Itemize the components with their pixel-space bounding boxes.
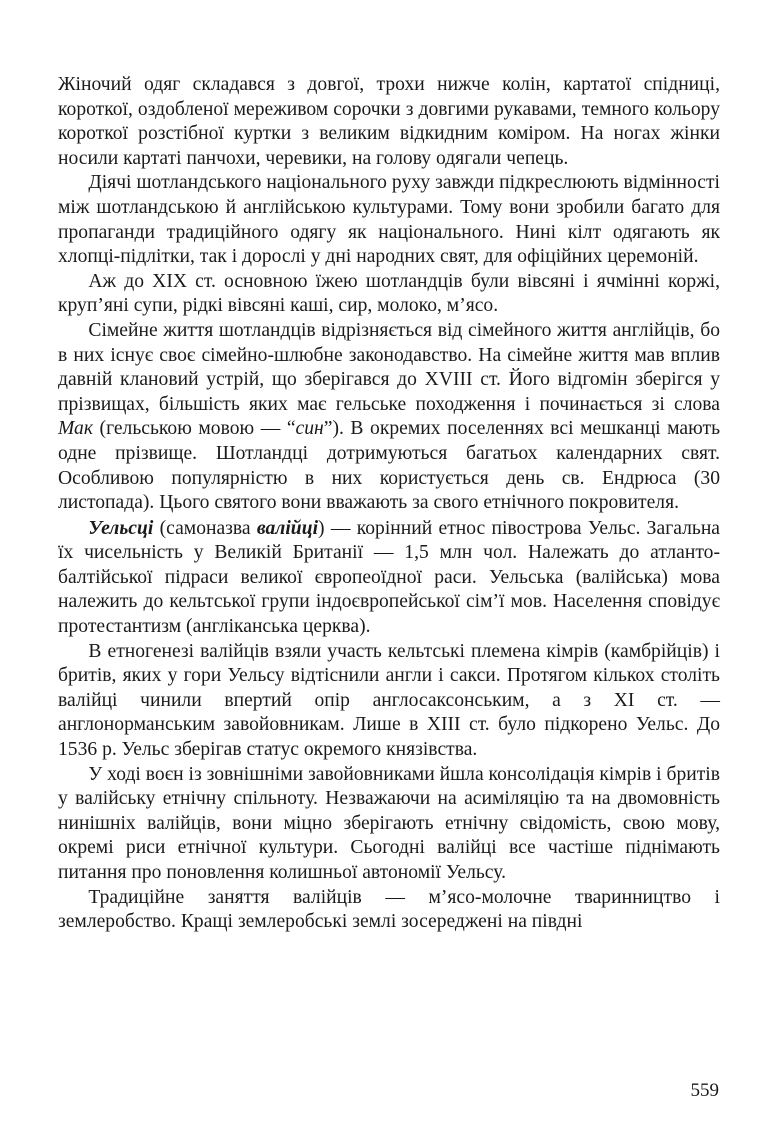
paragraph-occupation: Традиційне заняття валійців — м’ясо-молочне тваринництво і землеробство. Кращі землеробські землі зосереджені на півдні — [58, 886, 720, 933]
paragraph-consolidation: У ході воєн із зовнішніми завойовниками йшла консолідація кімрів і бритів у валійську етнічну спільноту. Незважаючи на асиміляцію та на двомовність нинішніх валійців, вони міцно зберігають етнічну свідомість, свою мову, окремі риси етнічної культури. Сьогодні валійці все частіше піднімають питання про поновлення колишньої автономії Уельсу. — [58, 763, 720, 883]
paragraph-food: Аж до XIX ст. основною їжею шотландців були вівсяні і ячмінні коржі, круп’яні супи, рідкі вівсяні каші, сир, молоко, м’ясо. — [58, 270, 720, 317]
welsh-text-after: ) — корінний етнос півострова Уельс. Загальна їх чисельність у Великій Британії — 1,5 млн чол. Належать до атланто-балтійської підраси великої європеоїдної раси. Уельська (валійська) мова належить до кельтської групи індоєвропейської сім’ї мов. Населення сповідує протестантизм (англіканська церква). — [58, 517, 721, 638]
term-mac: Мак — [58, 418, 94, 440]
paragraph-welsh-intro — [58, 517, 720, 640]
page-body — [58, 73, 720, 935]
term-valiytsi: валійці — [256, 517, 319, 539]
family-text-middle: (гельською мовою — “ — [93, 418, 296, 440]
family-text-before: Сімейне життя шотландців відрізняється від сімейного життя англійців, бо в них існує своє сімейно-шлюбне законодавство. На сімейне життя мав вплив давній клановий устрій, що зберігався до XVIII ст. Його відгомін зберігся у прізвищах, більшість яких має гельське походження і починається зі слова — [58, 319, 720, 415]
welsh-text-middle: (самоназва — [153, 517, 257, 539]
paragraph-women-clothing: Жіночий одяг складався з довгої, трохи нижче колін, картатої спідниці, короткої, оздобленої мереживом сорочки з довгими рукавами, темного кольору короткої розстібної куртки з великим відкидним коміром. На ногах жінки носили картаті панчохи, черевики, на голову одягали чепець. — [58, 74, 720, 169]
paragraph-ethnogenesis: В етногенезі валійців взяли участь кельтські племена кімрів (камбрійців) і бритів, яких у гори Уельсу відтіснили англи і сакси. Протягом кількох століть валійці чинили впертий опір англосаксонським, а з XI ст. — англонорманським завойовникам. Лише в XIII ст. було підкорено Уельс. До 1536 р. Уельс зберігав статус окремого князівства. — [58, 640, 720, 761]
paragraph-national-movement: Діячі шотландського національного руху завжди підкреслюють відмінності між шотландською й англійською культурами. Тому вони зробили багато для пропаганди традиційного одягу як національного. Нині кілт одягають як хлопці-підлітки, так і дорослі у дні народних свят, для офіційних церемоній. — [58, 172, 720, 268]
term-welsh: Уельсці — [88, 517, 154, 539]
gloss-son: син — [295, 418, 324, 440]
family-text-after: ”). В окремих поселеннях всі мешканці мають одне прізвище. Шотландці дотримуються багатьох календарних свят. Особливою популярністю в них користується день св. Ендрюса (30 листопада). Цього святого вони вважають за свого етнічного покровителя. — [58, 418, 721, 514]
paragraph-family-life — [58, 319, 720, 516]
page-number: 559 — [690, 1080, 719, 1101]
